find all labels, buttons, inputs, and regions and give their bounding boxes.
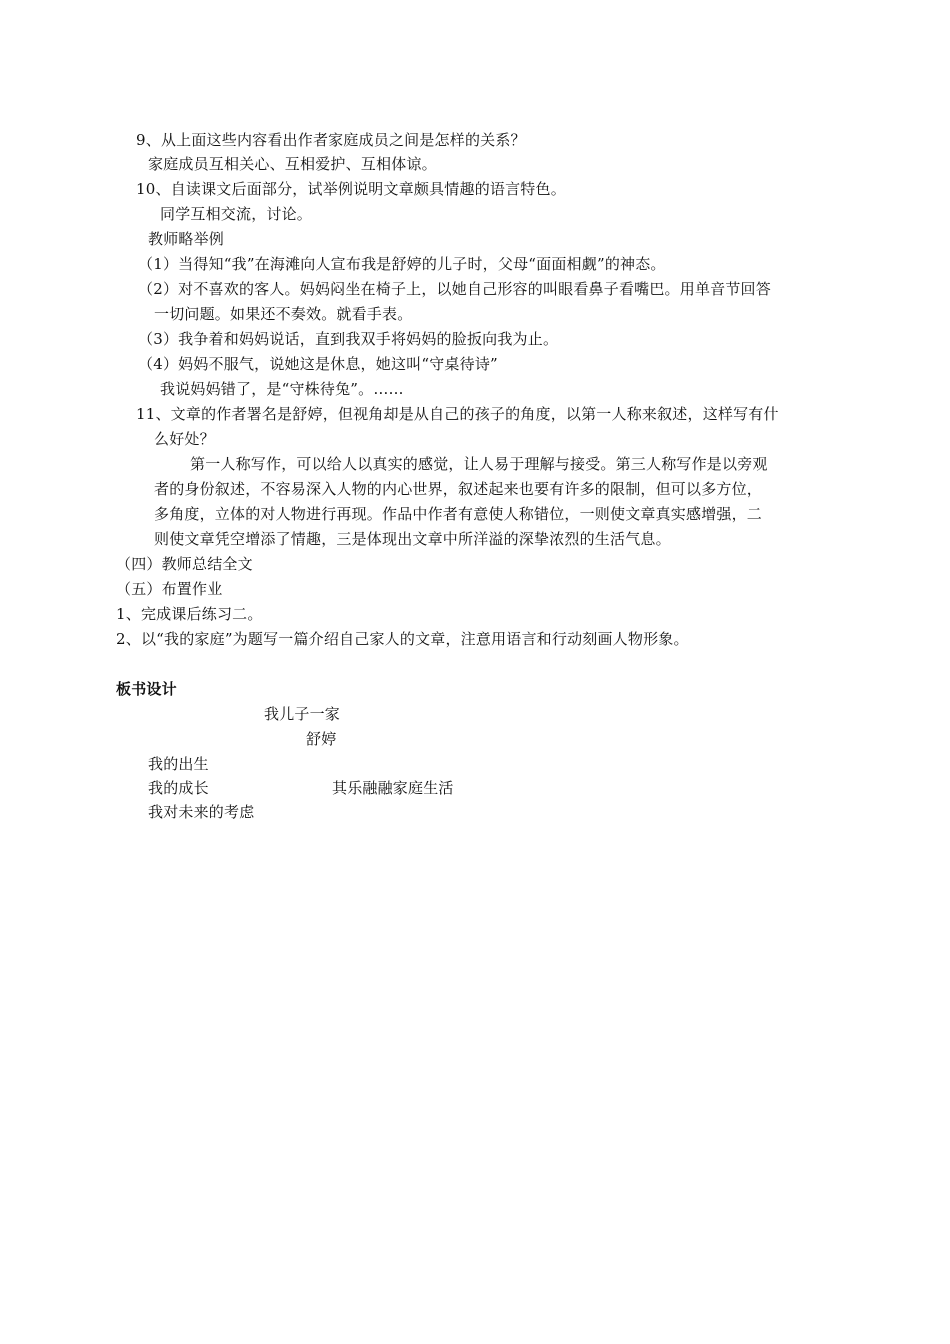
board-title: 我儿子一家 [264,705,341,723]
q9-question: 9、从上面这些内容看出作者家庭成员之间是怎样的关系？ [136,131,526,149]
section-4-heading: （四）教师总结全文 [116,555,253,573]
q10-example-4: （4）妈妈不服气，说她这是休息，她这叫“守桌待诗” [138,355,498,373]
q10-example-1: （1）当得知“我”在海滩向人宣布我是舒婷的儿子时，父母“面面相觑”的神态。 [138,255,666,273]
q10-example-4-cont: 我说妈妈错了，是“守株待兔”。…… [160,380,404,398]
q11-answer-line-4: 则使文章凭空增添了情趣，三是体现出文章中所洋溢的深挚浓烈的生活气息。 [154,530,671,548]
q10-answer: 同学互相交流，讨论。 [160,205,313,223]
q11-answer-line-2: 者的身份叙述，不容易深入人物的内心世界，叙述起来也要有许多的限制，但可以多方位， [154,480,763,498]
q10-example-2: （2）对不喜欢的客人。妈妈闷坐在椅子上，以她自己形容的叫眼看鼻子看嘴巴。用单音节回答 [138,280,771,298]
board-item-birth: 我的出生 [148,755,209,773]
q10-question: 10、自读课文后面部分，试举例说明文章颇具情趣的语言特色。 [136,180,566,198]
q10-teacher-intro: 教师略举例 [148,230,225,248]
q11-question-line-2: 么好处？ [154,430,215,448]
homework-item-1: 1、完成课后练习二。 [116,605,263,623]
board-item-future: 我对未来的考虑 [148,803,255,821]
section-5-heading: （五）布置作业 [116,580,223,598]
board-design-heading: 板书设计 [116,680,177,698]
q9-answer: 家庭成员互相关心、互相爱护、互相体谅。 [148,155,437,173]
q11-answer-line-1: 第一人称写作，可以给人以真实的感觉，让人易于理解与接受。第三人称写作是以旁观 [190,455,768,473]
q10-example-3: （3）我争着和妈妈说话，直到我双手将妈妈的脸扳向我为止。 [138,330,559,348]
board-item-growth: 我的成长 [148,779,209,797]
q10-example-2-cont: 一切问题。如果还不奏效。就看手表。 [154,305,413,323]
q11-answer-line-3: 多角度，立体的对人物进行再现。作品中作者有意使人称错位，一则使文章真实感增强，二 [154,505,763,523]
homework-item-2: 2、以“我的家庭”为题写一篇介绍自己家人的文章，注意用语言和行动刻画人物形象。 [116,630,689,648]
q11-question-line-1: 11、文章的作者署名是舒婷，但视角却是从自己的孩子的角度，以第一人称来叙述，这样写有什 [136,405,779,423]
board-author: 舒婷 [306,730,337,748]
board-summary: 其乐融融家庭生活 [332,779,454,797]
